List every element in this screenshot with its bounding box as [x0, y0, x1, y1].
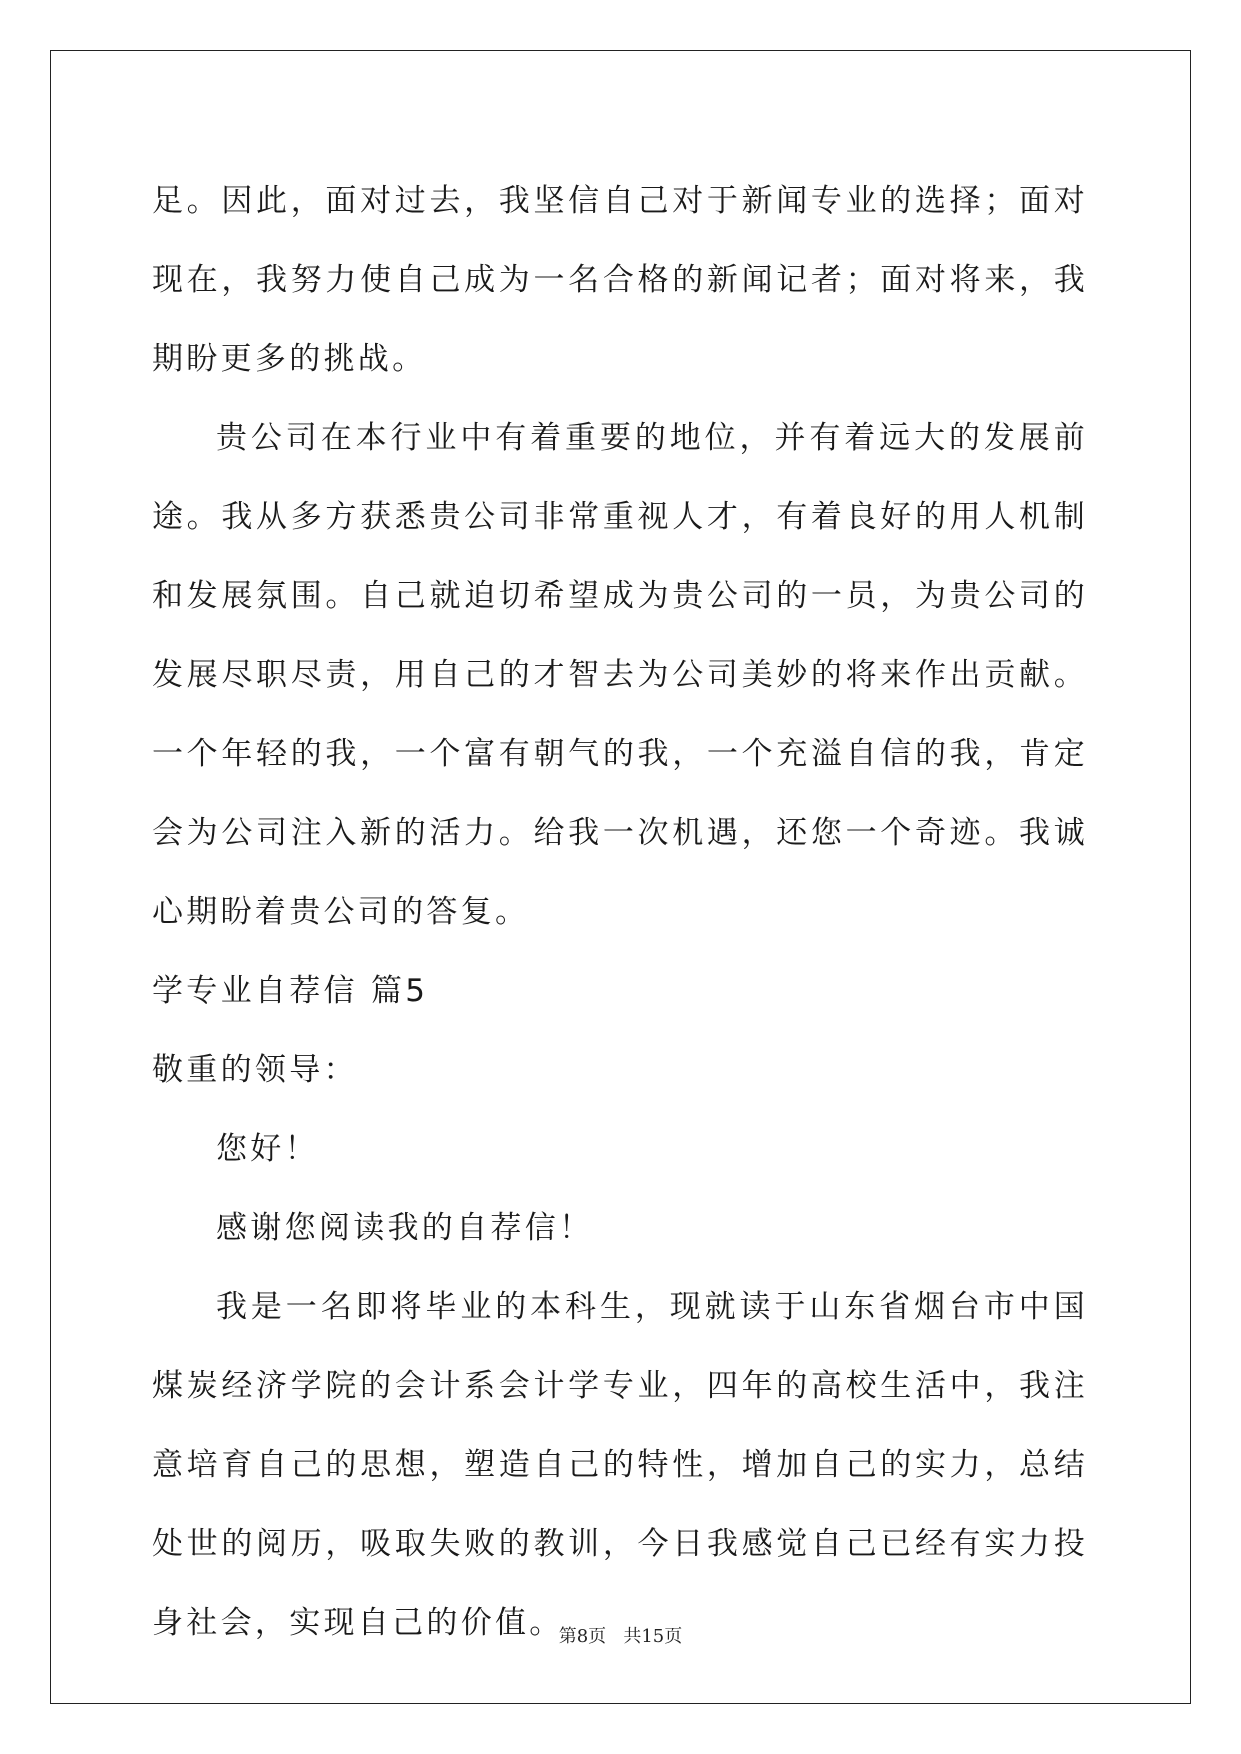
- paragraph-introduction: 我是一名即将毕业的本科生，现就读于山东省烟台市中国煤炭经济学院的会计系会计学专业，四年的高校生活中，我注意培育自己的思想，塑造自己的特性，增加自己的实力，总结处世的阅历，吸取失败的教训，今日我感觉自己已经有实力投身社会，实现自己的价值。: [152, 1289, 1088, 1641]
- section-heading: 学专业自荐信 篇5: [152, 973, 429, 1009]
- page-total: 共15页: [623, 1626, 683, 1647]
- greeting: 您好！: [216, 1131, 319, 1167]
- paragraph-company: 贵公司在本行业中有着重要的地位，并有着远大的发展前途。我从多方获悉贵公司非常重视人才，有着良好的用人机制和发展氛围。自己就迫切希望成为贵公司的一员，为贵公司的发展尽职尽责，用自己的才智去为公司美妙的将来作出贡献。一个年轻的我，一个富有朝气的我，一个充溢自信的我，肯定会为公司注入新的活力。给我一次机遇，还您一个奇迹。我诚心期盼着贵公司的答复。: [152, 420, 1088, 930]
- page-number: 第8页: [558, 1626, 607, 1647]
- page-footer: [0, 1625, 1241, 1649]
- thanks-line: 感谢您阅读我的自荐信！: [216, 1210, 594, 1246]
- document-body: [152, 162, 1088, 1663]
- salutation: 敬重的领导：: [152, 1052, 358, 1088]
- paragraph-continuation: 足。因此，面对过去，我坚信自己对于新闻专业的选择；面对现在，我努力使自己成为一名合格的新闻记者；面对将来，我期盼更多的挑战。: [152, 183, 1088, 377]
